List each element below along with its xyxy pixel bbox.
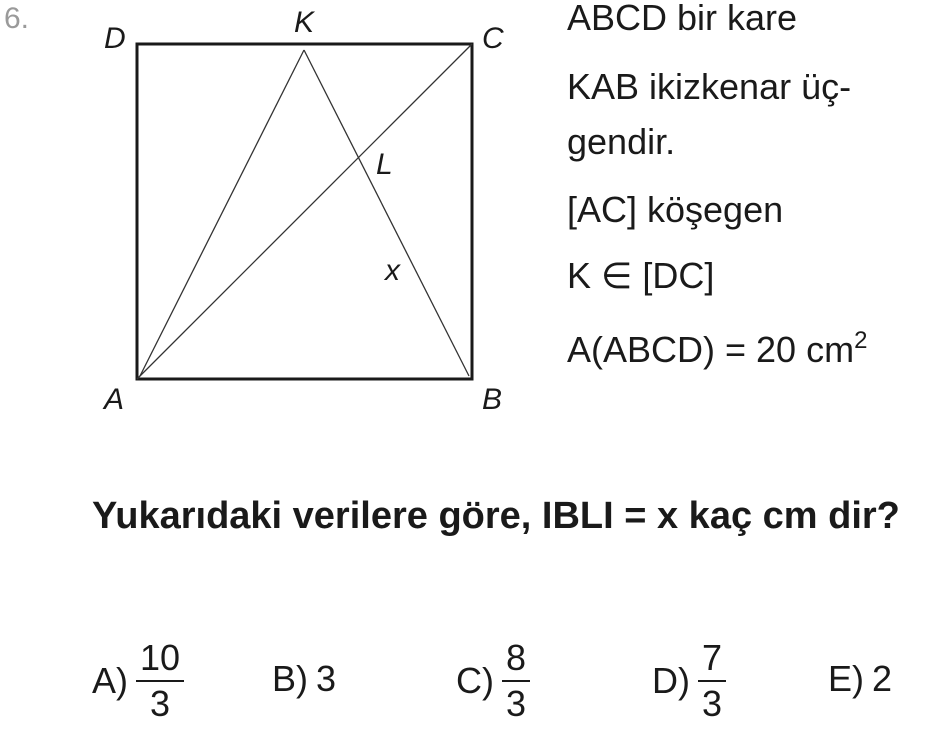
option-a-letter: A) bbox=[92, 660, 128, 701]
square-diagram bbox=[0, 0, 560, 430]
option-d[interactable] bbox=[652, 637, 726, 724]
option-d-letter: D) bbox=[652, 660, 690, 701]
vertex-label-b: B bbox=[482, 383, 503, 416]
option-b[interactable] bbox=[272, 658, 336, 700]
segment-kb bbox=[304, 50, 469, 376]
vertex-label-d: D bbox=[104, 22, 126, 55]
given-line-5: K ∈ [DC] bbox=[567, 255, 715, 296]
option-c-letter: C) bbox=[456, 660, 494, 701]
option-c-numerator: 8 bbox=[502, 640, 530, 682]
given-line-1: ABCD bir kare bbox=[567, 0, 798, 38]
question-number: 6. bbox=[4, 2, 30, 35]
given-line-4: [AC] köşegen bbox=[567, 189, 784, 230]
option-c-fraction bbox=[502, 637, 530, 724]
option-c[interactable] bbox=[456, 637, 530, 724]
diagonal-ac bbox=[137, 44, 472, 379]
segment-ka bbox=[140, 50, 304, 376]
vertex-label-l: L bbox=[376, 148, 393, 181]
option-c-denominator: 3 bbox=[506, 683, 527, 724]
given-line-3: gendir. bbox=[567, 121, 676, 162]
option-a[interactable] bbox=[92, 637, 184, 724]
question-text: Yukarıdaki verilere göre, IBLI = x kaç cm dir? bbox=[92, 495, 900, 537]
option-a-fraction bbox=[136, 637, 184, 724]
given-line-2: KAB ikizkenar üç- bbox=[567, 66, 852, 107]
option-b-value: 3 bbox=[316, 658, 337, 699]
option-b-letter: B) bbox=[272, 658, 308, 699]
option-d-numerator: 7 bbox=[698, 640, 726, 682]
option-a-denominator: 3 bbox=[150, 683, 171, 724]
segment-label-x: x bbox=[385, 254, 400, 287]
vertex-label-a: A bbox=[104, 383, 125, 416]
option-d-fraction bbox=[698, 637, 726, 724]
given-line-6: A(ABCD) = 20 $cm^2$ bbox=[567, 327, 868, 370]
option-d-denominator: 3 bbox=[702, 683, 723, 724]
option-e-value: 2 bbox=[872, 658, 893, 699]
vertex-label-k: K bbox=[294, 6, 315, 39]
option-a-numerator: 10 bbox=[136, 640, 184, 682]
vertex-label-c: C bbox=[482, 22, 504, 55]
option-e[interactable] bbox=[828, 658, 892, 700]
option-e-letter: E) bbox=[828, 658, 864, 699]
